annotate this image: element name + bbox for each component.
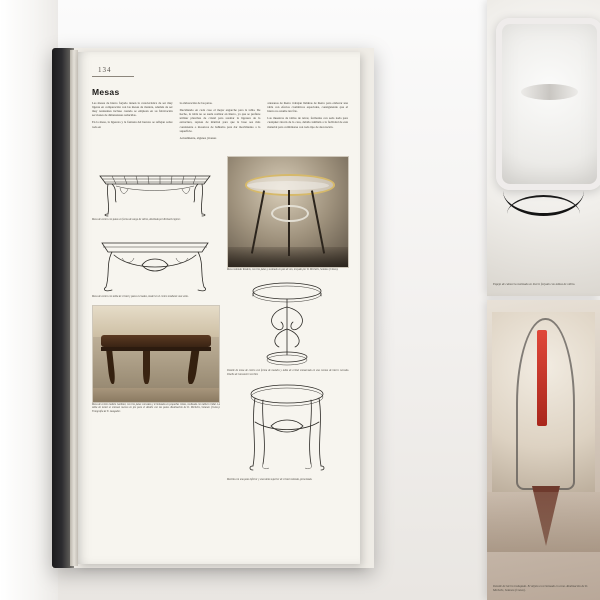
line-drawing-console-table <box>92 227 218 295</box>
figure-caption: Detalle de mesa de centro con forma de mandra y tabla de cristal enmarcada en una corona de hierro curvado. Diseño de Giovanni Cecchini. <box>227 369 349 376</box>
left-surface <box>0 0 58 600</box>
paragraph: artesanos de hierro trabajan láminas de hierro para elaborar una tabla con efectos cromáticos especiales, consiguiendo que el hierro no resulte tan frío. <box>267 101 349 114</box>
photo-wood-table <box>92 305 220 414</box>
photo-mirror-panel <box>487 0 600 296</box>
column-1 <box>92 101 173 143</box>
folio-rule <box>92 76 134 77</box>
photo-red-iron-panel <box>487 300 600 600</box>
mirror-image <box>496 18 600 190</box>
page-folio: 134 <box>98 66 112 74</box>
section-title: Mesas <box>92 87 120 97</box>
photo-tripod-table <box>227 156 349 272</box>
book-page-edges <box>70 50 78 566</box>
line-drawing-grid-table <box>92 156 218 218</box>
figure-column-right <box>227 150 349 482</box>
photo-caption: Detalle de hierro trabajado. El objeto es terminado en cono. Realización de D. Michelis, Solanzo (Cuneo). <box>493 583 588 592</box>
figure-small-round-table <box>227 277 349 376</box>
line-drawing-round-table <box>227 277 347 369</box>
figure-console-table <box>92 227 220 299</box>
figure-caption: Mesa de centro modelo Gaillant, con tres patas curvadas y terminadas en pequeñas cintas, realizada con tablero iridal. La tabla de metal se enlosan nuevos en pie para el detalle con las patas. Realización de D. Michelis, Solanzo (Cuneo). Fotografía de E. Anagador. <box>92 402 220 413</box>
paragraph: En la mesa, la ligereza y la fantasía del herrero se reflejan sobre todo en <box>92 120 173 129</box>
line-drawing-pedestal-table <box>227 382 347 478</box>
column-2 <box>180 101 261 143</box>
paragraph: la elaboración de las patas. <box>179 101 213 105</box>
photo-image <box>227 156 349 268</box>
figure-centre-table-grid <box>92 156 220 222</box>
paragraph: Decidiendo en cada caso el mejor engarche para la tabla. De hecho, la tabla no se suela realizar en hierro, ya que se prefiere utilizar planchas de cristal para resaltar la ligereza de la estructura, repisas de mármol para que la base sea más consistente o mosaicos de bañismo para dar movimiento a la superficie. <box>179 108 261 133</box>
figure-caption: Mesilla con una pata inferior y una tabla superior de cristal redonda, presentada. <box>227 478 313 482</box>
figure-caption: Mesa de centro con patas en forma de sarga de vidrio, diseñada por Richard Lignier. <box>92 217 181 221</box>
red-element <box>537 330 547 426</box>
paragraph: Las mesas de hierro forjado tienen la característica de ser muy ligeras en comparación con las mesas de madera, además de ser muy resistentes incluso cuando se emplean en su fabricación secciones de dimensiones reducidas. <box>92 101 173 118</box>
iron-scroll-detail-2 <box>507 195 579 233</box>
paragraph: Las muestras de tablas de nácar, formadas con seda nada para cualquier rincón de la casa, debido también a la facilidad de esta material para combinarse con toda tipo de decoración. <box>267 116 349 129</box>
paragraph: Actualmente, algunos jóvenes <box>179 135 217 140</box>
column-3 <box>267 101 348 143</box>
floor-shadow <box>487 492 600 552</box>
figure-pedestal-table <box>227 382 349 482</box>
figure-caption: Mesa de centro con tabla de cristal y patas curvadas, model en el centro mediante una volta. <box>92 295 189 299</box>
photo-image <box>92 305 220 403</box>
book-page <box>78 52 360 564</box>
figure-column-left <box>92 150 220 482</box>
text-columns <box>92 101 348 143</box>
photo-caption: Espejo de cabecera realizado en hierro forjado con tablas de vidrio. <box>493 281 576 286</box>
figure-caption: Mesa redonda Tandem, con tres patas y acabado en pan de oro, traçado por D. Michelis, Solanzo (Cúneo). <box>227 267 339 271</box>
